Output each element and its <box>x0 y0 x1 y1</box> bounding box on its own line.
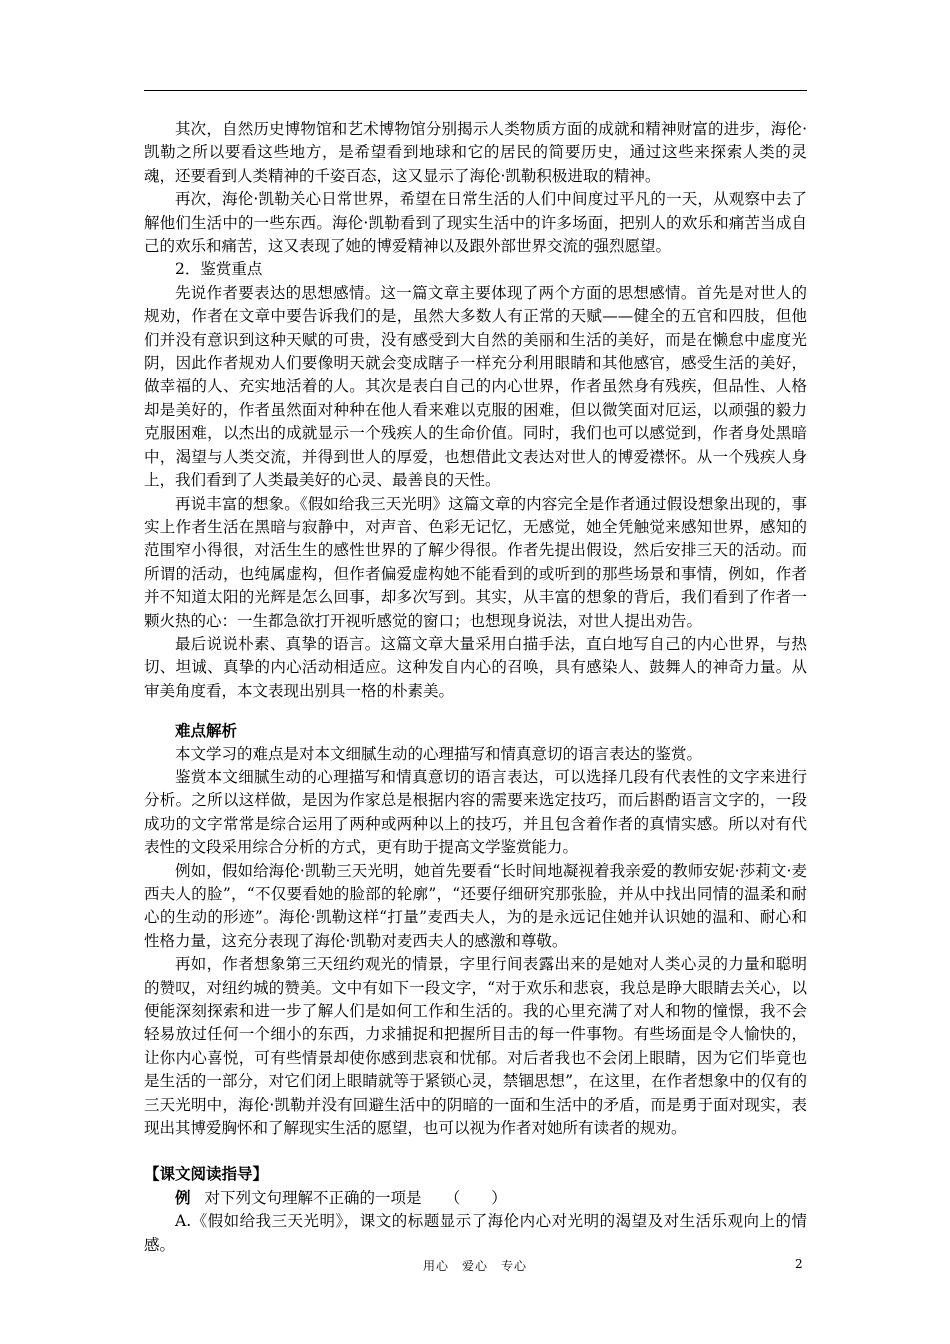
paragraph: 再说丰富的想象。《假如给我三天光明》这篇文章的内容完全是作者通过假设想象出现的，事实上作者生活在黑暗与寂静中，对声音、色彩无记忆，无感觉，她全凭触觉来感知世界，感知的范围窄小得很，对活生生的感性世界的了解少得很。作者先提出假设，然后安排三天的活动。而所谓的活动，也纯属虚构，但作者偏爱虚构她不能看到的或听到的那些场景和事情，例如，作者并不知道太阳的光辉是怎么回事，却多次写到。其实，从丰富的想象的背后，我们看到了作者一颗火热的心：一生都急欲打开视听感觉的窗口；也想现身说法，对世人提出劝告。 <box>144 494 807 630</box>
reading-guide-heading: 【课文阅读指导】 <box>144 1164 269 1184</box>
page-content <box>144 118 807 1257</box>
difficulty-heading: 难点解析 <box>175 721 238 741</box>
example-question-text: 对下列文句理解不正确的一项是 （ ） <box>204 1188 507 1207</box>
section-heading: 2．鉴赏重点 <box>175 260 263 279</box>
paragraph: 再次，海伦·凯勒关心日常世界，希望在日常生活的人们中间度过平凡的一天，从观察中去了解他们生活中的一些东西。海伦·凯勒看到了现实生活中的许多场面，把别人的欢乐和痛苦当成自己的欢乐和痛苦，这又表现了她的博爱精神以及跟外部世界交流的强烈愿望。 <box>144 190 807 256</box>
option-a: A.《假如给我三天光明》，课文的标题显示了海伦内心对光明的渴望及对生活乐观向上的情感。 <box>144 1212 807 1254</box>
header-rule <box>144 90 807 91</box>
paragraph: 最后说说朴素、真挚的语言。这篇文章大量采用白描手法，直白地写自己的内心世界，与热切、坦诚、真挚的内心活动相适应。这种发自内心的召唤，具有感染人、鼓舞人的神奇力量。从审美角度看，本文表现出别具一格的朴素美。 <box>144 634 807 700</box>
paragraph: 其次，自然历史博物馆和艺术博物馆分别揭示人类物质方面的成就和精神财富的进步，海伦·凯勒之所以要看这些地方，是希望看到地球和它的居民的简要历史，通过这些来探索人类的灵魂，还要看到人类精神的千姿百态，这又显示了海伦·凯勒积极进取的精神。 <box>144 120 807 185</box>
example-question <box>144 1186 807 1210</box>
paragraph: 再如，作者想象第三天纽约观光的情景，字里行间表露出来的是她对人类心灵的力量和聪明的赞叹，对纽约城的赞美。文中有如下一段文字，“对于欢乐和悲哀，我总是睁大眼睛去关心，以便能深刻探索和进一步了解人们是如何工作和生活的。我的心里充满了对人和物的憧憬，我不会轻易放过任何一个细小的东西，力求捕捉和把握所目击的每一件事物。有些场面是令人愉快的，让你内心喜悦，可有些情景却使你感到悲哀和忧郁。对后者我也不会闭上眼睛，因为它们毕竟也是生活的一部分，对它们闭上眼睛就等于紧锁心灵，禁锢思想”，在这里，在作者想象中的仅有的三天光明中，海伦·凯勒并没有回避生活中的阴暗的一面和生活中的矛盾，而是勇于面对现实，表现出其博爱胸怀和了解现实生活的愿望，也可以视为作者对她所有读者的规劝。 <box>144 955 807 1138</box>
paragraph: 本文学习的难点是对本文细腻生动的心理描写和情真意切的语言表达的鉴赏。 <box>175 744 703 763</box>
paragraph: 先说作者要表达的思想感情。这一篇文章主要体现了两个方面的思想感情。首先是对世人的规劝，作者在文章中要告诉我们的是，虽然大多数人有正常的天赋——健全的五官和四肢，但他们并没有意识到这种天赋的可贵，没有感受到大自然的美丽和生活的美好，而是在懒怠中虚度光阴，因此作者规劝人们要像明天就会变成瞎子一样充分利用眼睛和其他感官，感受生活的美好，做幸福的人、充实地活着的人。其次是表白自己的内心世界，作者虽然身有残疾，但品性、人格却是美好的，作者虽然面对种种在他人看来难以克服的困难，但以微笑面对厄运，以顽强的毅力克服困难，以杰出的成就显示一个残疾人的生命价值。同时，我们也可以感觉到，作者身处黑暗中，渴望与人类交流，并得到世人的厚爱，也想借此文表达对世人的博爱襟怀。从一个残疾人身上，我们看到了人类最美好的心灵、最善良的天性。 <box>144 283 807 490</box>
example-label: 例 <box>175 1187 191 1207</box>
paragraph: 鉴赏本文细腻生动的心理描写和情真意切的语言表达，可以选择几段有代表性的文字来进行分析。之所以这样做，是因为作家总是根据内容的需要来选定技巧，而后斟酌语言文字的，一段成功的文字常常是综合运用了两种或两种以上的技巧，并且包含着作者的真情实感。所以对有代表性的文段采用综合分析的方式，更有助于提高文学鉴赏能力。 <box>144 767 807 857</box>
paragraph: 例如，假如给海伦·凯勒三天光明，她首先要看“长时间地凝视着我亲爱的教师安妮·莎莉文·麦西夫人的脸”，“不仅要看她的脸部的轮廓”，“还要仔细研究那张脸，并从中找出同情的温柔和耐心的生动的形迹”。海伦·凯勒这样“打量”麦西夫人，为的是永远记住她并认识她的温和、耐心和性格力量，这充分表现了海伦·凯勒对麦西夫人的感激和尊敬。 <box>144 861 807 950</box>
footer-motto: 用心 爱心 专心 <box>422 1259 527 1273</box>
page-number: 2 <box>795 1257 803 1271</box>
spacer <box>144 703 807 719</box>
spacer <box>144 1140 807 1162</box>
